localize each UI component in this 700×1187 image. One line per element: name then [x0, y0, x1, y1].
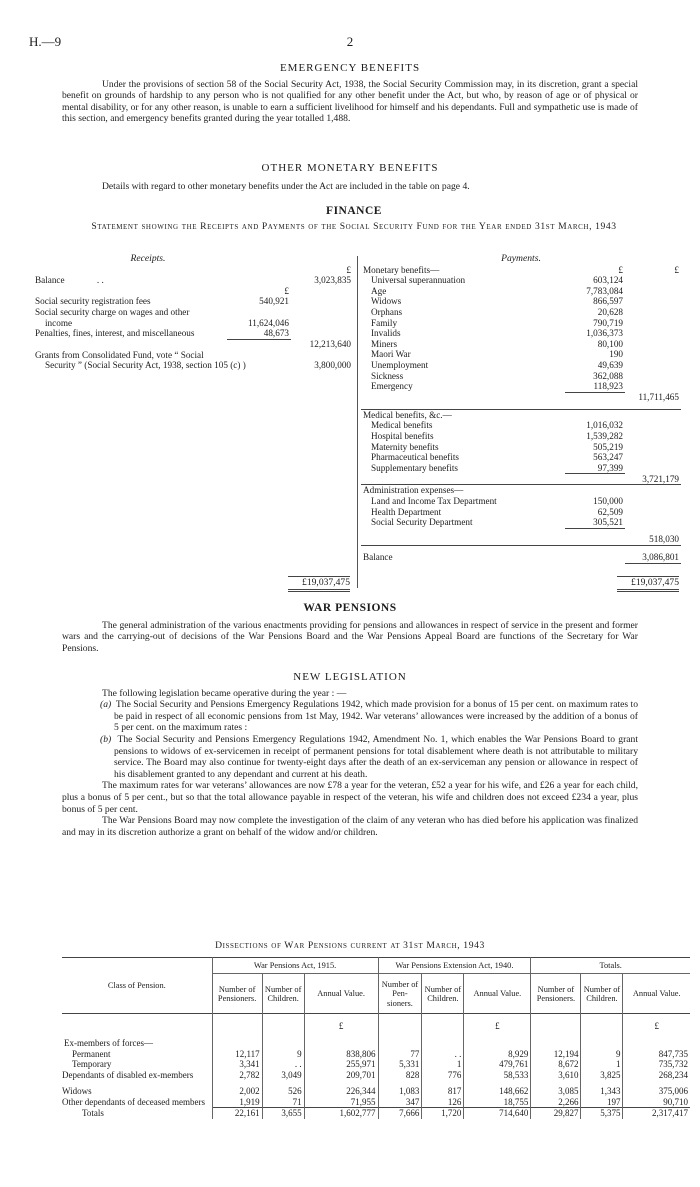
dissection-cell-p2: 1,083 — [378, 1080, 422, 1097]
finance-payments-monetary-row — [361, 296, 681, 307]
dissection-cell-v2: 8,929 — [464, 1049, 531, 1060]
dissection-row-label: Other dependants of deceased members — [62, 1096, 205, 1107]
totals-cell-v2: 714,640 — [464, 1108, 531, 1119]
dissection-cell-p3: 8,672 — [531, 1059, 581, 1070]
dissection-cell-p2: 347 — [378, 1097, 422, 1108]
receipt-grants-label-1: Grants from Consolidated Fund, vote “ Social — [35, 349, 204, 360]
legislation-para-1: The maximum rates for war veterans’ allowances are now £78 a year for the veteran, £52 a year for his wife, and £26 a year for each child, plus a bonus of 5 per cent., but so that the total allowance payable in respect of the veteran, his wife and children does not exceed £234 a year, plus bonus of 5 per cent. — [62, 780, 638, 815]
dissection-cell-p1: 3,341 — [212, 1059, 262, 1070]
receipt-grants-value: 3,800,000 — [314, 360, 351, 371]
payment-balance-row — [361, 552, 681, 563]
dissection-cell-p1: 2,782 — [212, 1070, 262, 1081]
item-b-marker: (b) — [100, 733, 112, 745]
dissection-cell-v1: 255,971 — [304, 1059, 378, 1070]
finance-payments-admin-label: Health Department — [371, 506, 442, 517]
receipts-column — [33, 253, 353, 371]
dissection-row — [62, 1070, 690, 1081]
dissection-cell-p3: 12,194 — [531, 1049, 581, 1060]
finance-payments-monetary-row — [361, 286, 681, 297]
legislation-section — [62, 672, 638, 838]
war-pensions-section — [62, 603, 638, 654]
finance-payments-monetary-row — [361, 360, 681, 371]
receipt-grants-row — [33, 350, 353, 371]
pound-sign: £ — [284, 285, 289, 296]
finance-subtitle: Statement showing the Receipts and Payments of the Social Security Fund for the Year ended 31st March, 1943 — [91, 220, 617, 232]
finance-payments-medical-label: Medical benefits — [371, 420, 433, 431]
finance-payments-medical-row — [361, 452, 681, 463]
dissection-cell-p2: 5,331 — [378, 1059, 422, 1070]
totals-cell-p1: 22,161 — [212, 1108, 262, 1119]
payment-balance-value: 3,086,801 — [625, 552, 681, 563]
col-pensioners: Number of Pensioners. — [531, 974, 581, 1014]
finance-payments-monetary-row — [361, 318, 681, 329]
finance-payments-monetary-value: 362,088 — [593, 370, 623, 381]
dissection-row — [62, 1049, 690, 1060]
item-a-marker: (a) — [100, 699, 112, 711]
dissection-cell-v2: 479,761 — [464, 1059, 531, 1070]
finance-payments-monetary-value: 190 — [609, 349, 623, 360]
page-number: 2 — [346, 34, 354, 49]
dissection-cell-c2: 1 — [422, 1059, 464, 1070]
finance-payments-monetary-label: Emergency — [371, 381, 413, 392]
finance-payments-medical-row — [361, 431, 681, 442]
dissections-title: Dissections of War Pensions current at 31st March, 1943 — [215, 940, 485, 951]
finance-payments-medical-label: Supplementary benefits — [371, 462, 459, 473]
dissection-cell-p3: 3,085 — [531, 1080, 581, 1097]
finance-payments-monetary-value: 80,100 — [597, 338, 623, 349]
dissection-cell-v3: 375,006 — [623, 1080, 690, 1097]
finance-payments-medical-value: 97,399 — [597, 462, 623, 473]
dissection-cell-c3: 1 — [581, 1059, 623, 1070]
dissection-row-label: Temporary — [72, 1059, 112, 1070]
pound-sign: £ — [623, 1014, 690, 1038]
emergency-section — [62, 63, 638, 125]
dissection-row — [62, 1097, 690, 1108]
receipts-total: £19,037,475 — [288, 576, 350, 592]
finance-payments-monetary-label: Maori War — [371, 349, 411, 360]
finance-payments-medical-value: 1,016,032 — [586, 420, 623, 431]
payments-column — [361, 253, 681, 564]
finance-payments-monetary-row — [361, 307, 681, 318]
dissection-row — [62, 1059, 690, 1070]
finance-payments-medical-label: Maternity benefits — [371, 441, 439, 452]
receipt-charge-row — [33, 307, 353, 328]
receipt-penalties-label: Penalties, fines, interest, and miscellaneous — [35, 328, 195, 339]
payment-balance-label: Balance — [363, 551, 393, 562]
dissection-cell-p1: 12,117 — [212, 1049, 262, 1060]
finance-section — [30, 206, 678, 232]
dissection-cell-c2: 776 — [422, 1070, 464, 1081]
legislation-para-2: The War Pensions Board may now complete the investigation of the claim of any veteran who has died before his application was finalized and may in its discretion authorize a grant on behalf of the widow and/or children. — [62, 815, 638, 838]
emergency-text: Under the provisions of section 58 of the Social Security Act, 1938, the Social Security Commission may, in its discretion, grant a special benefit on grounds of hardship to any person who is not qualified for any other benefit under the Act, but who, by reason of age or of physical or mental disability, or for any other reason, is unable to earn a sufficient livelihood for himself and his dependants. Full and sympathetic use is made of this section, and emergency benefits granted during the year totalled 1,488. — [62, 78, 638, 125]
receipt-penalties-value: 48,673 — [227, 328, 291, 339]
finance-payments-monetary-label: Invalids — [371, 328, 401, 339]
payments-heading: Payments. — [501, 253, 541, 264]
receipt-balance-value: 3,023,835 — [314, 275, 351, 286]
receipt-charge-label-1: Social security charge on wages and other — [35, 306, 190, 317]
dissection-cell-v1: 838,806 — [304, 1049, 378, 1060]
totals-row — [62, 1108, 690, 1119]
medical-heading: Medical benefits, &c.— — [361, 409, 565, 420]
finance-payments-medical-label: Hospital benefits — [371, 431, 434, 441]
dissection-cell-v2: 58,533 — [464, 1070, 531, 1081]
receipt-subtotal: 12,213,640 — [309, 339, 351, 350]
dissection-cell-c1: 3,049 — [262, 1070, 304, 1081]
col-class-of-pension: Class of Pension. — [107, 981, 166, 990]
admin-heading: Administration expenses— — [361, 485, 565, 496]
totals-cell-v1: 1,602,777 — [304, 1108, 378, 1119]
col-children: Number of Children. — [262, 974, 304, 1014]
finance-payments-medical-label: Pharmaceutical benefits — [371, 452, 460, 463]
finance-payments-admin-value: 305,521 — [593, 517, 623, 528]
receipt-penalties-row — [33, 328, 353, 339]
finance-payments-monetary-label: Unemployment — [371, 359, 429, 370]
dissection-cell-c1: . . — [262, 1059, 304, 1070]
item-a-text: The Social Security and Pensions Emergency Regulations 1942, which made provision for a bonus of 15 per cent. on maximum rates to be paid in respect of all economic pensions from 1st May, 1942. War veterans’ allowances were increased by the addition of a bonus of 5 per cent. on the maximum rates : — [114, 699, 639, 734]
column-divider — [357, 256, 358, 588]
dissection-cell-v1: 209,701 — [304, 1070, 378, 1081]
finance-payments-monetary-value: 1,036,373 — [586, 328, 623, 339]
receipt-registration-value: 540,921 — [259, 296, 289, 307]
finance-payments-admin-row — [361, 496, 681, 507]
finance-payments-admin-label: Social Security Department — [371, 517, 473, 528]
dissection-cell-p1: 1,919 — [212, 1097, 262, 1108]
dissection-cell-c3: 3,825 — [581, 1070, 623, 1081]
receipt-registration-row — [33, 296, 353, 307]
pound-sign: £ — [618, 264, 623, 275]
dissection-cell-c3: 9 — [581, 1049, 623, 1060]
dissection-cell-p3: 3,610 — [531, 1070, 581, 1081]
dissection-cell-v3: 90,710 — [623, 1097, 690, 1108]
monetary-total: 11,711,465 — [638, 392, 679, 403]
finance-payments-monetary-row — [361, 349, 681, 360]
col-pensioners: Number of Pensioners. — [212, 974, 262, 1014]
dissections-table — [62, 957, 690, 1119]
col-children: Number of Children. — [422, 974, 464, 1014]
totals-cell-v3: 2,317,417 — [623, 1108, 690, 1119]
finance-payments-monetary-label: Orphans — [371, 306, 403, 317]
dissection-cell-c3: 1,343 — [581, 1080, 623, 1097]
finance-payments-monetary-row — [361, 275, 681, 286]
col-annual-value: Annual Value. — [464, 974, 531, 1014]
finance-payments-monetary-label: Miners — [371, 338, 398, 349]
totals-cell-c1: 3,655 — [262, 1108, 304, 1119]
monetary-heading: Monetary benefits— — [363, 264, 440, 275]
dissection-cell-v3: 268,234 — [623, 1070, 690, 1081]
finance-payments-monetary-row — [361, 328, 681, 339]
other-benefits-title: OTHER MONETARY BENEFITS — [261, 162, 439, 174]
dissections-rows — [62, 1049, 690, 1108]
medical-benefits-list — [361, 420, 681, 473]
finance-payments-monetary-value: 7,783,084 — [586, 285, 623, 296]
finance-payments-monetary-value: 603,124 — [593, 275, 623, 286]
dissection-cell-v1: 226,344 — [304, 1080, 378, 1097]
totals-cell-p2: 7,666 — [378, 1108, 422, 1119]
war-pensions-text: The general administration of the various enactments providing for pensions and allowances in respect of service in the present and former wars and the carrying-out of decisions of the War Pensions Board and the War Pensions Appeal Board are functions of the Secretary for War Pensions. — [62, 619, 638, 654]
admin-total: 518,030 — [649, 534, 679, 545]
payments-table — [361, 265, 681, 564]
dissection-cell-v1: 71,955 — [304, 1097, 378, 1108]
finance-payments-monetary-label: Universal superannuation — [371, 275, 466, 286]
receipt-charge-value: 11,624,046 — [247, 317, 289, 328]
dissection-cell-c2: . . — [422, 1049, 464, 1060]
finance-payments-monetary-label: Family — [371, 317, 398, 328]
finance-payments-monetary-row — [361, 371, 681, 382]
payments-total: £19,037,475 — [617, 576, 679, 592]
war-pensions-title: WAR PENSIONS — [303, 602, 397, 614]
finance-payments-medical-value: 505,219 — [593, 441, 623, 452]
legislation-item-a — [76, 699, 638, 734]
col-pensioners: Number of Pen-sioners. — [378, 974, 422, 1014]
receipts-heading: Receipts. — [130, 253, 166, 264]
other-benefits-text: Details with regard to other monetary benefits under the Act are included in the table on page 4. — [102, 180, 470, 192]
dissection-cell-c1: 71 — [262, 1097, 304, 1108]
group-war-pensions-act: War Pensions Act, 1915. — [212, 958, 378, 974]
finance-payments-monetary-value: 790,719 — [593, 317, 623, 328]
dissection-cell-p2: 77 — [378, 1049, 422, 1060]
finance-payments-medical-value: 563,247 — [593, 452, 623, 463]
finance-payments-monetary-label: Sickness — [371, 370, 404, 381]
receipt-charge-label-2: income — [45, 317, 73, 328]
finance-payments-admin-label: Land and Income Tax Department — [371, 496, 497, 507]
totals-cell-p3: 29,827 — [531, 1108, 581, 1119]
legislation-intro: The following legislation became operative during the year : — — [102, 687, 347, 699]
finance-payments-monetary-row — [361, 339, 681, 350]
finance-payments-monetary-label: Age — [371, 285, 387, 296]
dissection-cell-c2: 817 — [422, 1080, 464, 1097]
dissection-cell-c3: 197 — [581, 1097, 623, 1108]
finance-payments-monetary-value: 20,628 — [597, 306, 623, 317]
dissection-cell-c2: 126 — [422, 1097, 464, 1108]
finance-payments-monetary-row — [361, 381, 681, 392]
group-extension-act: War Pensions Extension Act, 1940. — [378, 958, 531, 974]
admin-expenses-list — [361, 496, 681, 528]
dissection-cell-p3: 2,266 — [531, 1097, 581, 1108]
receipt-grants-label-2: Security ” (Social Security Act, 1938, section 105 (c) ) — [45, 360, 246, 371]
finance-payments-medical-row — [361, 420, 681, 431]
col-annual-value: Annual Value. — [623, 974, 690, 1014]
dissection-row-label: Dependants of disabled ex-members — [62, 1069, 194, 1080]
emergency-title: EMERGENCY BENEFITS — [279, 62, 421, 74]
totals-label: Totals — [82, 1107, 104, 1118]
dissection-cell-v2: 148,662 — [464, 1080, 531, 1097]
dissection-row-label: Permanent — [72, 1048, 111, 1059]
finance-payments-medical-row — [361, 463, 681, 474]
finance-payments-medical-value: 1,539,282 — [586, 431, 623, 441]
finance-title: FINANCE — [326, 205, 382, 217]
pound-sign: £ — [346, 264, 351, 275]
dissection-row — [62, 1080, 690, 1097]
totals-cell-c2: 1,720 — [422, 1108, 464, 1119]
totals-cell-c3: 5,375 — [581, 1108, 623, 1119]
finance-payments-monetary-value: 118,923 — [593, 381, 623, 392]
finance-payments-monetary-label: Widows — [371, 296, 402, 307]
legislation-title: NEW LEGISLATION — [293, 671, 407, 683]
pound-sign: £ — [464, 1014, 531, 1038]
page-reference: H.—9 — [29, 34, 62, 49]
receipt-balance-row — [33, 275, 353, 286]
dissection-cell-v3: 735,732 — [623, 1059, 690, 1070]
dissection-cell-c1: 9 — [262, 1049, 304, 1060]
dissection-cell-c1: 526 — [262, 1080, 304, 1097]
finance-payments-admin-value: 150,000 — [593, 496, 623, 507]
receipt-balance-label: Balance — [35, 275, 65, 286]
dissection-cell-v3: 847,735 — [623, 1049, 690, 1060]
col-annual-value: Annual Value. — [304, 974, 378, 1014]
leader-dots: . . — [96, 275, 104, 286]
finance-payments-monetary-value: 49,639 — [597, 359, 623, 370]
medical-total: 3,721,179 — [642, 473, 679, 484]
ex-members-heading: Ex-members of forces— — [64, 1037, 153, 1048]
pound-sign: £ — [674, 264, 679, 275]
dissection-row-label: Widows — [62, 1086, 92, 1097]
col-children: Number of Children. — [581, 974, 623, 1014]
dissection-cell-v2: 18,755 — [464, 1097, 531, 1108]
legislation-item-b — [76, 734, 638, 780]
dissection-cell-p2: 828 — [378, 1070, 422, 1081]
pound-sign: £ — [304, 1014, 378, 1038]
finance-payments-medical-row — [361, 442, 681, 453]
finance-payments-admin-row — [361, 507, 681, 518]
finance-payments-monetary-value: 866,597 — [593, 296, 623, 307]
monetary-benefits-list — [361, 275, 681, 392]
item-b-text: The Social Security and Pensions Emergency Regulations 1942, Amendment No. 1, which enables the War Pensions Board to grant pensions to widows of ex-servicemen in receipt of permanent pensions for total disablement where death is not attributable to military service. The Board may also continue for twenty-eight days after the death of an ex-serviceman any pension or allowance in respect of his disablement granted to any dependant and current at his death. — [114, 733, 639, 780]
receipts-table — [33, 265, 353, 371]
finance-payments-admin-row — [361, 517, 681, 528]
dissection-cell-p1: 2,002 — [212, 1080, 262, 1097]
receipt-registration-label: Social security registration fees — [35, 296, 151, 307]
group-totals: Totals. — [531, 958, 690, 974]
other-benefits-section — [62, 163, 638, 192]
finance-payments-admin-value: 62,509 — [597, 506, 623, 517]
